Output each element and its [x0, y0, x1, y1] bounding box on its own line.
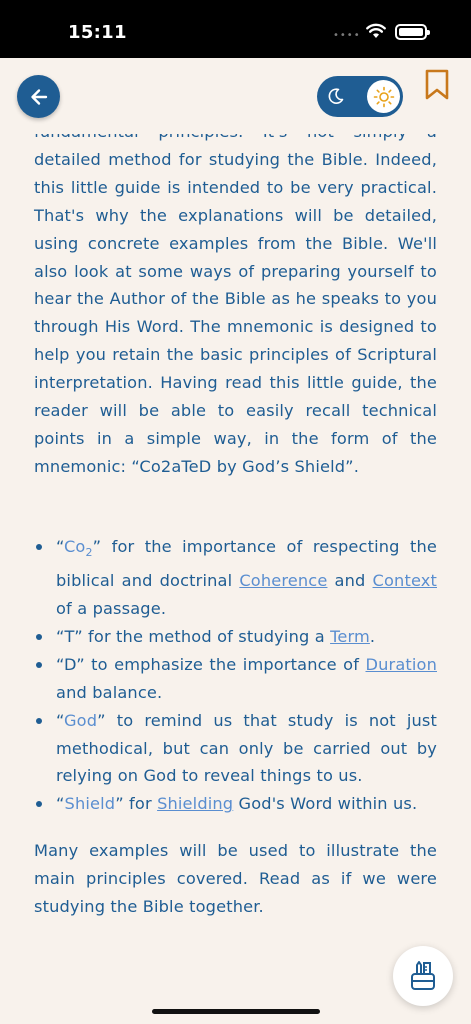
study-tools-button[interactable] [393, 946, 453, 1006]
reader-header [0, 58, 471, 134]
intro-text: detailed method for studying the Bible. Indeed, this little guide is intended to be very practical. That's why the explanations will be detailed, using concrete examples from the Bible. We'll also look at some ways of preparing yourself to hear the Author of the Bible as he speaks to you through His Word. The mnemonic is designed to help you retain the basic principles of Scriptural interpretation. Having read this little guide, the reader will be able to easily recall technical points in a simple way, in the form of the mnemonic: “Co2aTeD by God’s Shield”. [34, 149, 437, 476]
mnemonic-list [34, 533, 437, 818]
status-time: 15:11 [68, 22, 127, 43]
back-button[interactable] [17, 75, 60, 118]
bookmark-icon[interactable] [424, 69, 450, 101]
moon-icon [326, 86, 346, 106]
list-item: “$Co_2$” for the importance of respecting the biblical and doctrinal Coherence and Context of a passage. [34, 533, 437, 623]
theme-toggle[interactable] [317, 76, 403, 117]
term-link[interactable]: Term [330, 626, 370, 646]
pencil-cup-icon [408, 960, 438, 992]
arrow-left-icon [28, 86, 50, 108]
wifi-icon [366, 23, 386, 39]
list-item: “T” for the method of studying a Term. [34, 623, 437, 651]
mnemonic-god: God [63, 710, 98, 730]
coherence-link[interactable]: Coherence [239, 571, 328, 591]
list-item: “D” to emphasize the importance of Duration and balance. [34, 651, 437, 707]
status-bar [0, 0, 471, 58]
context-link[interactable]: Context [372, 571, 437, 591]
shielding-link[interactable]: Shielding [157, 794, 234, 814]
mnemonic-shield: Shield [64, 794, 116, 814]
toggle-knob[interactable] [367, 80, 400, 113]
closing-paragraph: Many examples will be used to illustrate the main principles covered. Read as if we were studying the Bible together. [34, 841, 437, 916]
duration-link[interactable]: Duration [365, 654, 437, 674]
home-indicator [152, 1009, 320, 1014]
signal-dots: •••• [333, 30, 361, 41]
list-item: “Shield” for Shielding God's Word within us. [34, 790, 437, 818]
intro-paragraph [34, 118, 437, 481]
sun-icon [373, 86, 395, 108]
battery-icon [395, 24, 427, 40]
mnemonic-co2: $Co_2$ [63, 537, 93, 560]
list-item: “God” to remind us that study is not just methodical, but can only be carried out by relying on God to reveal things to us. [34, 707, 437, 791]
